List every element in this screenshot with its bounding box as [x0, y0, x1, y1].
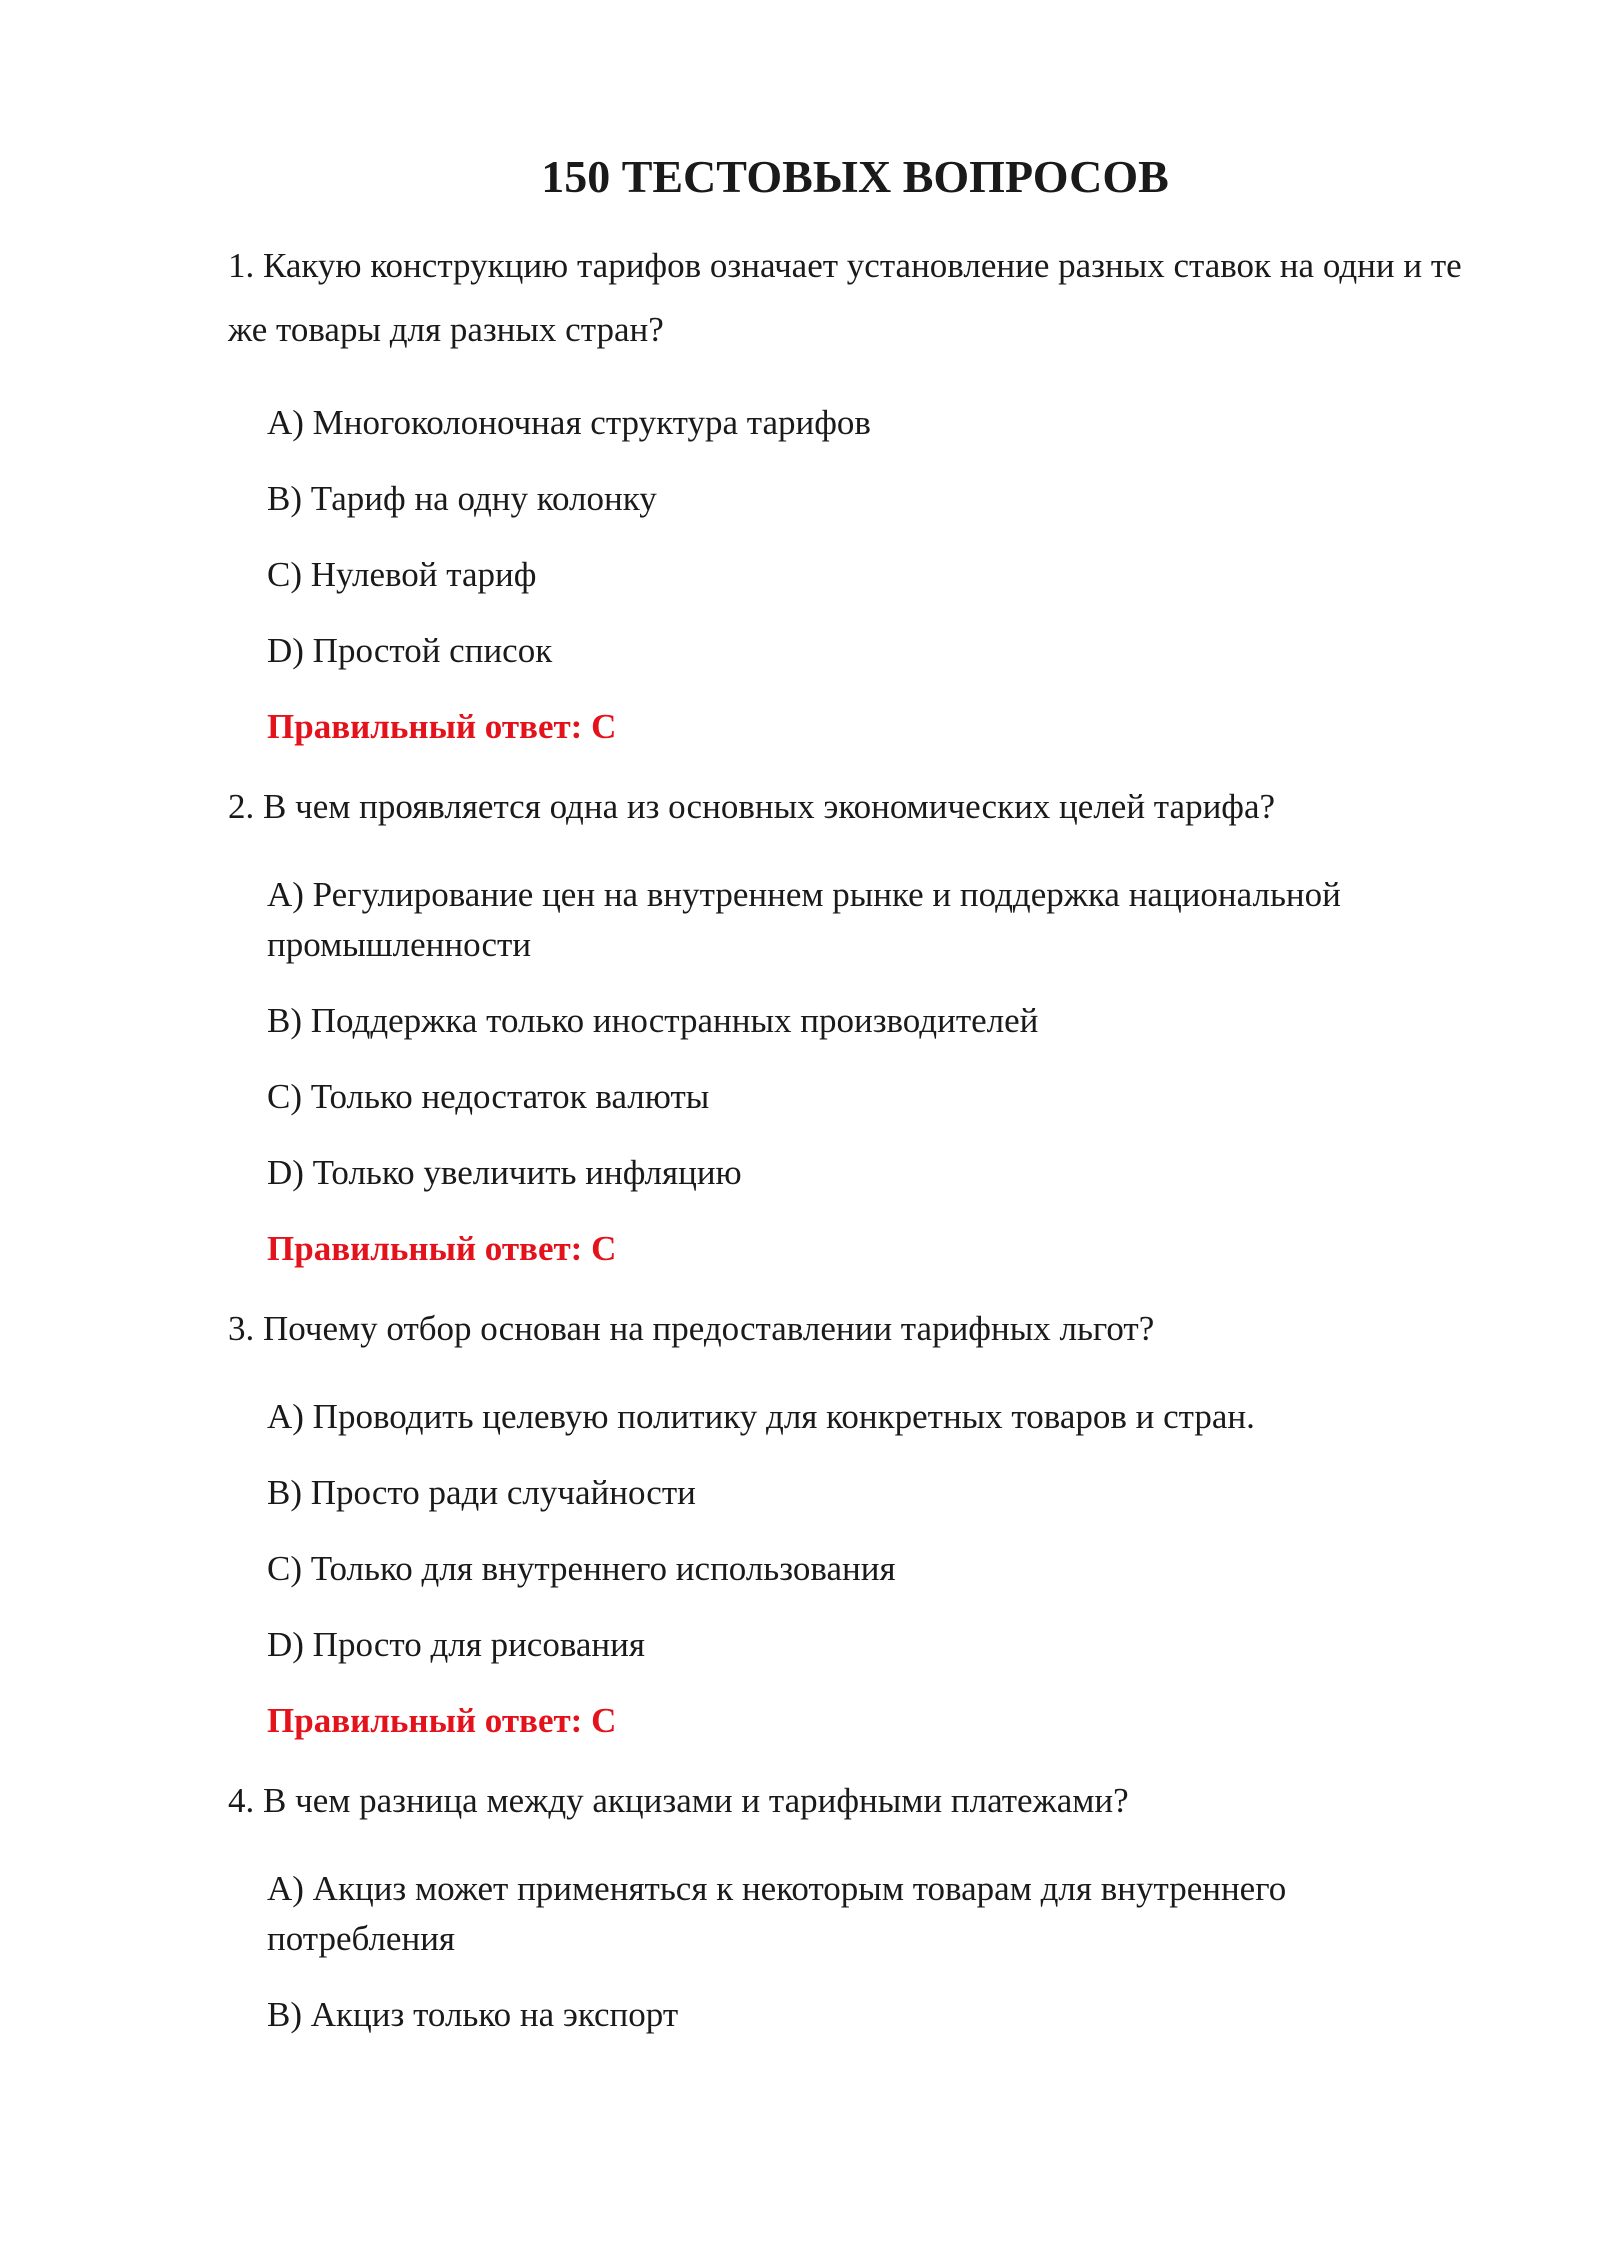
question-3-option-c: C) Только для внутреннего использования [267, 1549, 896, 1588]
question-3-correct-answer: Правильный ответ: C [267, 1701, 617, 1740]
question-1-option-d: D) Простой список [267, 631, 553, 670]
question-3-option-b: B) Просто ради случайности [267, 1473, 696, 1512]
question-2-option-c: C) Только недостаток валюты [267, 1077, 710, 1116]
question-1: 1. Какую конструкцию тарифов означает установление разных ставок на одни и те же товары для разных стран? [228, 246, 1462, 349]
question-4-option-b: B) Акциз только на экспорт [267, 1995, 679, 2034]
question-2: 2. В чем проявляется одна из основных экономических целей тарифа? [228, 787, 1276, 826]
question-1-option-b: B) Тариф на одну колонку [267, 479, 657, 518]
question-3: 3. Почему отбор основан на предоставлении тарифных льгот? [228, 1309, 1155, 1348]
question-3-option-a: A) Проводить целевую политику для конкретных товаров и стран. [267, 1397, 1255, 1436]
question-3-option-d: D) Просто для рисования [267, 1625, 645, 1664]
question-1-option-a: A) Многоколоночная структура тарифов [267, 403, 871, 442]
question-2-option-b: B) Поддержка только иностранных производителей [267, 1001, 1039, 1040]
question-1-correct-answer: Правильный ответ: C [267, 707, 617, 746]
question-4: 4. В чем разница между акцизами и тарифными платежами? [228, 1781, 1129, 1820]
document-title: 150 ТЕСТОВЫХ ВОПРОСОВ [541, 151, 1169, 202]
question-4-option-a: A) Акциз может применяться к некоторым товарам для внутреннего потребления [267, 1869, 1287, 1958]
question-2-option-a: A) Регулирование цен на внутреннем рынке и поддержка национальной промышленности [267, 875, 1341, 964]
question-2-correct-answer: Правильный ответ: C [267, 1229, 617, 1268]
question-1-option-c: C) Нулевой тариф [267, 555, 537, 594]
question-2-option-d: D) Только увеличить инфляцию [267, 1153, 742, 1192]
